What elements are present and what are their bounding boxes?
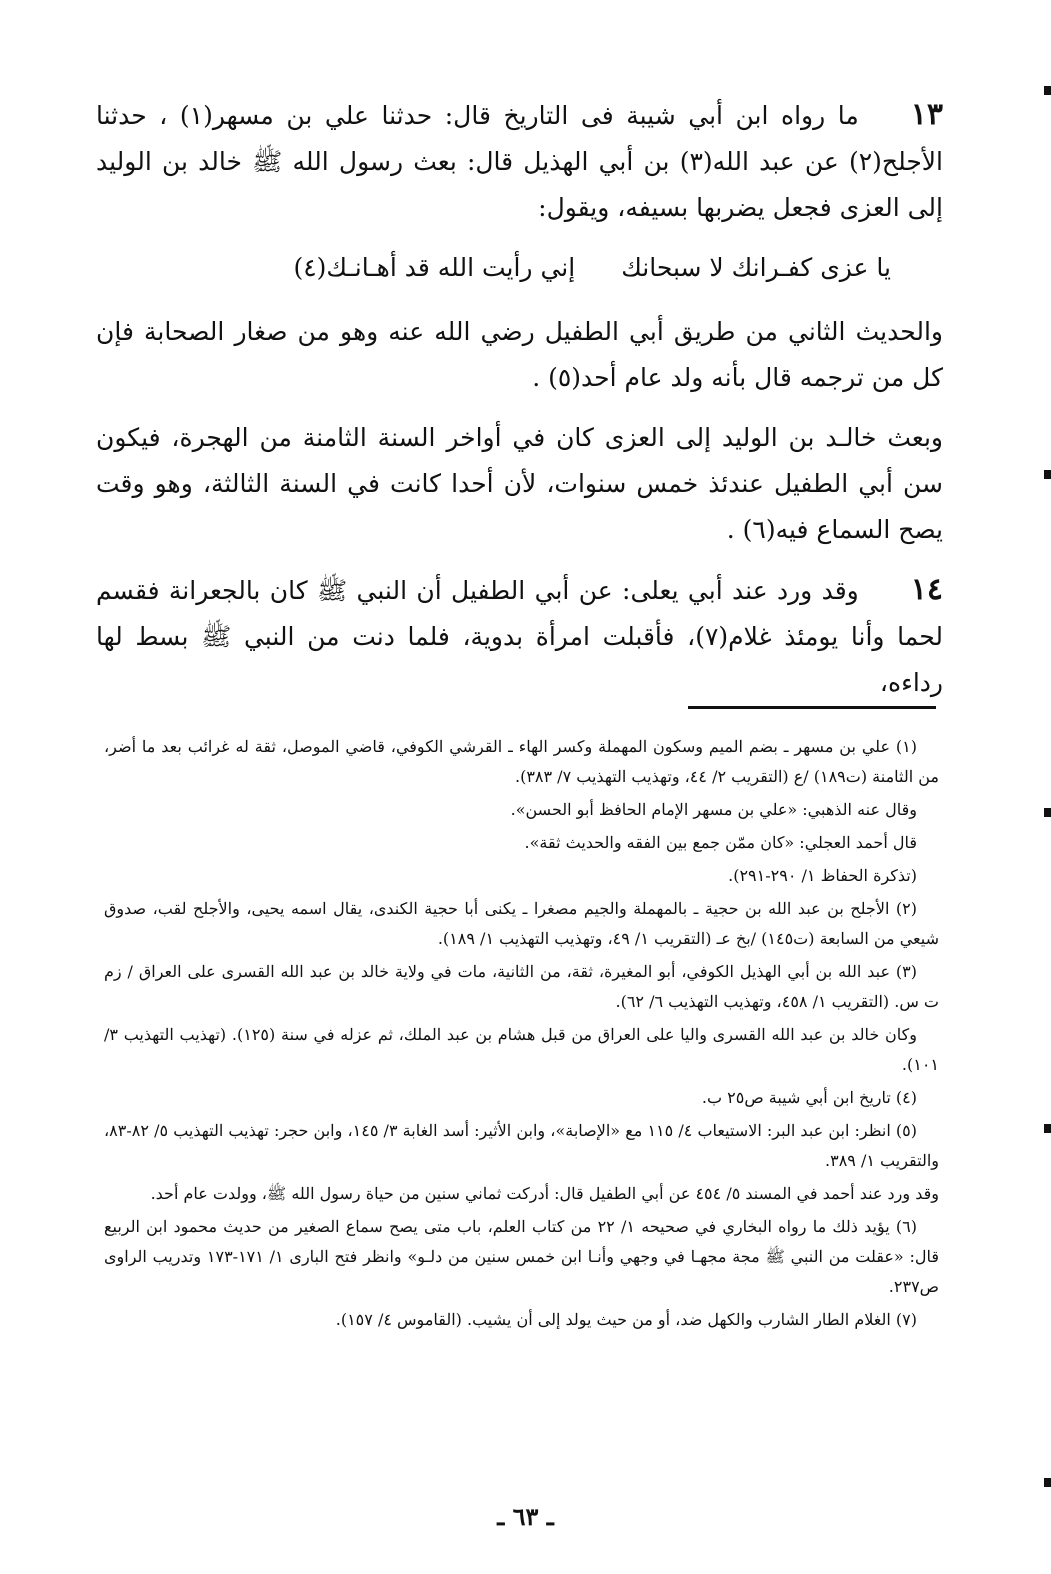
entry-number: ١٣ xyxy=(910,97,943,132)
footnote-4: (٤) تاريخ ابن أبي شيبة ص٢٥ ب. xyxy=(701,1088,917,1107)
page-number: ـ ٦٣ ـ xyxy=(497,1502,554,1531)
paragraph-second-hadith: والحديث الثاني من طريق أبي الطفيل رضي الله عنه وهو من صغار الصحابة فإن كل من ترجمه قال بأنه ولد عام أحد(٥) . xyxy=(96,317,943,392)
paragraph-13 xyxy=(96,92,943,231)
entry-number: ١٤ xyxy=(910,572,943,607)
scan-edge-mark xyxy=(1044,86,1051,95)
footnote-1-source: (تذكرة الحفاظ ١/ ٢٩٠-٢٩١). xyxy=(728,866,917,885)
footnote-3-qasri: وكان خالد بن عبد الله القسرى واليا على العراق من قبل هشام بن عبد الملك، ثم عزله في سنة (١٢٥). (تهذيب التهذيب ٣/ ١٠١). xyxy=(104,1025,939,1074)
footnote-1-dhahabi: وقال عنه الذهبي: «علي بن مسهر الإمام الحافظ أبو الحسن». xyxy=(510,800,917,819)
poetry-verse xyxy=(96,245,943,291)
verse-hemistich-second: إني رأيت الله قد أهـانـك(٤) xyxy=(293,253,576,282)
footnote-7: (٧) الغلام الطار الشارب والكهل ضد، أو من حيث يولد إلى أن يشيب. (القاموس ٤/ ١٥٧). xyxy=(335,1310,917,1329)
footnote-6: (٦) يؤيد ذلك ما رواه البخاري في صحيحه ١/ ٢٢ من كتاب العلم، باب متى يصح سماع الصغير من حديث محمود ابن الربيع قال: «عقلت من النبي ﷺ مجة مجهـا في وجهي وأنـا ابن خمس سنين من دلـو» وانظر فتح البارى ١/ ١٧١-١٧٣ وتدريب الراوى ص٢٣٧. xyxy=(104,1217,940,1296)
scan-edge-mark xyxy=(1044,1124,1051,1133)
verse-hemistich-first: يا عزى كفـرانك لا سبحانك xyxy=(621,253,891,282)
footnote-5: (٥) انظر: ابن عبد البر: الاستيعاب ٤/ ١١٥ مع «الإصابة»، وابن الأثير: أسد الغابة ٣/ ١٤٥، وابن حجر: تهذيب التهذيب ٥/ ٨٢-٨٣، والتقريب ١/ ٣٨٩. xyxy=(104,1121,939,1170)
main-text xyxy=(96,92,943,720)
footnote-3: (٣) عبد الله بن أبي الهذيل الكوفي، أبو المغيرة، ثقة، من الثانية، مات في ولاية خالد بن عبد الله القسرى على العراق / زم ت س. (التقريب ١/ ٤٥٨، وتهذيب التهذيب ٦/ ٦٢). xyxy=(104,962,939,1011)
footnote-1: (١) علي بن مسهر ـ بضم الميم وسكون المهملة وكسر الهاء ـ القرشي الكوفي، قاضي الموصل، ثقة له غرائب بعد ما أضر، من الثامنة (ت١٨٩) /ع (التقريب ٢/ ٤٤، وتهذيب التهذيب ٧/ ٣٨٣). xyxy=(104,737,939,786)
footnote-1-ijli: قال أحمد العجلي: «كان ممّن جمع بين الفقه والحديث ثقة». xyxy=(524,833,917,852)
paragraph-text: وقد ورد عند أبي يعلى: عن أبي الطفيل أن النبي ﷺ كان بالجعرانة فقسم لحما وأنا يومئذ غلام(٧)، فأقبلت امرأة بدوية، فلما دنت من النبي ﷺ بسط لها رداءه، xyxy=(96,576,943,697)
paragraph-text: ما رواه ابن أبي شيبة فى التاريخ قال: حدثنا علي بن مسهر(١) ، حدثنا الأجلح(٢) عن عبد الله(٣) بن أبي الهذيل قال: بعث رسول الله ﷺ خالد بن الوليد إلى العزى فجعل يضربها بسيفه، ويقول: xyxy=(96,101,943,222)
footnote-separator xyxy=(688,706,936,709)
footnotes xyxy=(104,732,939,1338)
paragraph-khalid: وبعث خالـد بن الوليد إلى العزى كان في أواخر السنة الثامنة من الهجرة، فيكون سن أبي الطفيل عندئذ خمس سنوات، لأن أحدا كانت في السنة الثالثة، وهو وقت يصح السماع فيه(٦) . xyxy=(96,423,943,544)
scan-edge-mark xyxy=(1044,808,1051,817)
scan-edge-mark xyxy=(1044,470,1051,479)
footnote-5-musnad: وقد ورد عند أحمد في المسند ٥/ ٤٥٤ عن أبي الطفيل قال: أدركت ثماني سنين من حياة رسول الله ﷺ، وولدت عام أحد. xyxy=(150,1184,939,1203)
scan-edge-mark xyxy=(1044,1478,1051,1487)
footnote-2: (٢) الأجلح بن عبد الله بن حجية ـ بالمهملة والجيم مصغرا ـ يكنى أبا حجية الكندى، يقال اسمه يحيى، والأجلح لقب، صدوق شيعي من السابعة (ت١٤٥) /بخ عـ (التقريب ١/ ٤٩، وتهذيب التهذيب ١/ ١٨٩). xyxy=(104,899,939,948)
paragraph-14 xyxy=(96,567,943,706)
